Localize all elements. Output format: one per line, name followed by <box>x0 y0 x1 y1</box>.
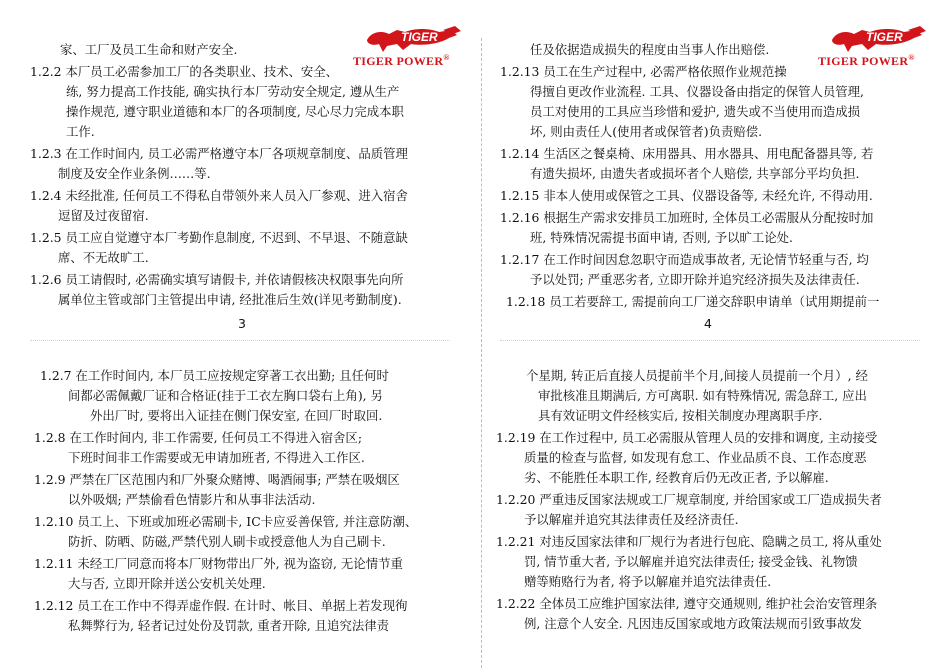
text-line: 防折、防晒、防磁,严禁代别人刷卡或授意他人为自己刷卡. <box>68 534 386 549</box>
text-line: 外出厂时, 要将出入证挂在侧门保安室, 在回厂时取回. <box>90 408 383 423</box>
brand-logo <box>353 22 469 66</box>
brand-logo <box>818 22 934 66</box>
page-separator-left <box>30 340 450 344</box>
clause-1-2-2: 1.2.2 本厂员工必需参加工厂的各类职业、技术、安全、 <box>30 64 339 79</box>
svg-text:TIGER: TIGER <box>866 30 903 44</box>
text-line: 家、工厂及员工生命和财产安全. <box>60 42 238 57</box>
clause-1-2-17: 1.2.17 在工作时间因怠忽职守而造成事故者, 无论情节轻重与否, 均 <box>500 252 869 267</box>
text-line: 间都必需佩戴厂证和合格证(挂于工衣左胸口袋右上角), 另 <box>68 388 383 403</box>
text-line: 制度及安全作业条例……等. <box>58 166 211 181</box>
text-line: 任及依据造成损失的程度由当事人作出赔偿. <box>530 42 770 57</box>
page-separator-right <box>500 340 920 344</box>
text-line: 下班时间非工作需要或无申请加班者, 不得进入工作区. <box>68 450 365 465</box>
clause-1-2-19: 1.2.19 在工作过程中, 员工必需服从管理人员的安排和调度, 主动接受 <box>496 430 878 445</box>
clause-1-2-10: 1.2.10 员工上、下班或加班必需刷卡, IC卡应妥善保管, 并注意防潮、 <box>34 514 418 529</box>
text-line: 得擅自更改作业流程. 工具、仪器设备由指定的保管人员管理, <box>530 84 864 99</box>
clause-1-2-11: 1.2.11 未经工厂同意而将本厂财物带出厂外, 视为盗窃, 无论情节重 <box>34 556 403 571</box>
text-line: 练, 努力提高工作技能, 确实执行本厂劳动安全规定, 遵从生产 <box>66 84 400 99</box>
text-line: 工作. <box>66 124 95 139</box>
clause-1-2-14: 1.2.14 生活区之餐桌椅、床用器具、用水器具、用电配备器具等, 若 <box>500 146 874 161</box>
text-line: 有遗失损坏, 由遗失者或损坏者个人赔偿, 共享部分平均负担. <box>530 166 860 181</box>
text-line: 以外吸烟; 严禁偷看色情影片和从事非法活动. <box>68 492 316 507</box>
text-line: 属单位主管或部门主管提出申请, 经批准后生效(详见考勤制度). <box>58 292 402 307</box>
brand-wordmark: TIGER POWER® <box>353 53 450 68</box>
clause-1-2-3: 1.2.3 在工作时间内, 员工必需严格遵守本厂各项规章制度、品质管理 <box>30 146 408 161</box>
clause-1-2-21: 1.2.21 对违反国家法律和厂规行为者进行包庇、隐瞒之员工, 将从重处 <box>496 534 882 549</box>
text-line: 操作规范, 遵守职业道德和本厂的各项制度, 尽心尽力完成本职 <box>66 104 404 119</box>
svg-text:TIGER: TIGER <box>401 30 438 44</box>
clause-1-2-20: 1.2.20 严重违反国家法规或工厂规章制度, 并给国家或工厂造成损失者 <box>496 492 882 507</box>
text-line: 质量的检查与监督, 如发现有怠工、作业品质不良、工作态度恶 <box>524 450 867 465</box>
clause-1-2-9: 1.2.9 严禁在厂区范围内和厂外聚众赌博、喝酒闹事; 严禁在吸烟区 <box>34 472 400 487</box>
text-line: 劣、不能胜任本职工作, 经教育后仍无改正者, 予以解雇. <box>524 470 829 485</box>
clause-1-2-18: 1.2.18 员工若要辞工, 需提前向工厂递交辞职申请单（试用期提前一 <box>506 294 880 309</box>
page-number-4: 4 <box>704 316 712 331</box>
text-line: 私舞弊行为, 轻者记过处份及罚款, 重者开除, 且追究法律责 <box>68 618 390 633</box>
text-line: 席、不无故旷工. <box>58 250 149 265</box>
clause-1-2-8: 1.2.8 在工作时间内, 非工作需要, 任何员工不得进入宿舍区; <box>34 430 362 445</box>
clause-1-2-4: 1.2.4 未经批准, 任何员工不得私自带领外来人员入厂参观、进入宿舍 <box>30 188 408 203</box>
clause-1-2-22: 1.2.22 全体员工应维护国家法律, 遵守交通规则, 维护社会治安管理条 <box>496 596 878 611</box>
text-line: 赠等贿赂行为者, 将予以解雇并追究法律责任. <box>524 574 772 589</box>
clause-1-2-5: 1.2.5 员工应自觉遵守本厂考勤作息制度, 不迟到、不早退、不随意缺 <box>30 230 408 245</box>
text-line: 审批核准且期满后, 方可离职. 如有特殊情况, 需急辞工, 应出 <box>538 388 867 403</box>
text-line: 予以处罚; 严重恶劣者, 立即开除并追究经济损失及法律责任. <box>530 272 860 287</box>
text-line: 员工对使用的工具应当珍惜和爱护, 遗失或不当使用而造成损 <box>530 104 861 119</box>
text-line: 具有效证明文件经核实后, 按相关制度办理离职手序. <box>538 408 823 423</box>
clause-1-2-16: 1.2.16 根据生产需求安排员工加班时, 全体员工必需服从分配按时加 <box>500 210 874 225</box>
text-line: 坏, 则由责任人(使用者或保管者)负责赔偿. <box>530 124 763 139</box>
text-line: 予以解雇并追究其法律责任及经济责任. <box>524 512 739 527</box>
text-line: 班, 特殊情况需提书面申请, 否则, 予以旷工论处. <box>530 230 793 245</box>
text-line: 罚, 情节重大者, 予以解雇并追究法律责任; 接受金钱、礼物馈 <box>524 554 858 569</box>
clause-1-2-15: 1.2.15 非本人使用或保管之工具、仪器设备等, 未经允许, 不得动用. <box>500 188 873 203</box>
clause-1-2-6: 1.2.6 员工请假时, 必需确实填写请假卡, 并依请假核决权限事先向所 <box>30 272 404 287</box>
clause-1-2-13: 1.2.13 员工在生产过程中, 必需严格依照作业规范操 <box>500 64 787 79</box>
column-divider <box>481 38 482 668</box>
text-line: 大与否, 立即开除并送公安机关处理. <box>68 576 266 591</box>
brand-wordmark: TIGER POWER® <box>818 53 915 68</box>
text-line: 例, 注意个人安全. 凡因违反国家或地方政策法规而引致事故发 <box>524 616 862 631</box>
clause-1-2-7: 1.2.7 在工作时间内, 本厂员工应按规定穿著工衣出勤; 且任何时 <box>40 368 389 383</box>
tiger-logo-icon <box>818 22 934 54</box>
page-number-3: 3 <box>238 316 246 331</box>
clause-1-2-12: 1.2.12 员工在工作中不得弄虚作假. 在计时、帐目、单据上若发现徇 <box>34 598 408 613</box>
tiger-logo-icon <box>353 22 469 54</box>
text-line: 个星期, 转正后直接人员提前半个月,间接人员提前一个月）, 经 <box>526 368 868 383</box>
text-line: 逗留及过夜留宿. <box>58 208 149 223</box>
